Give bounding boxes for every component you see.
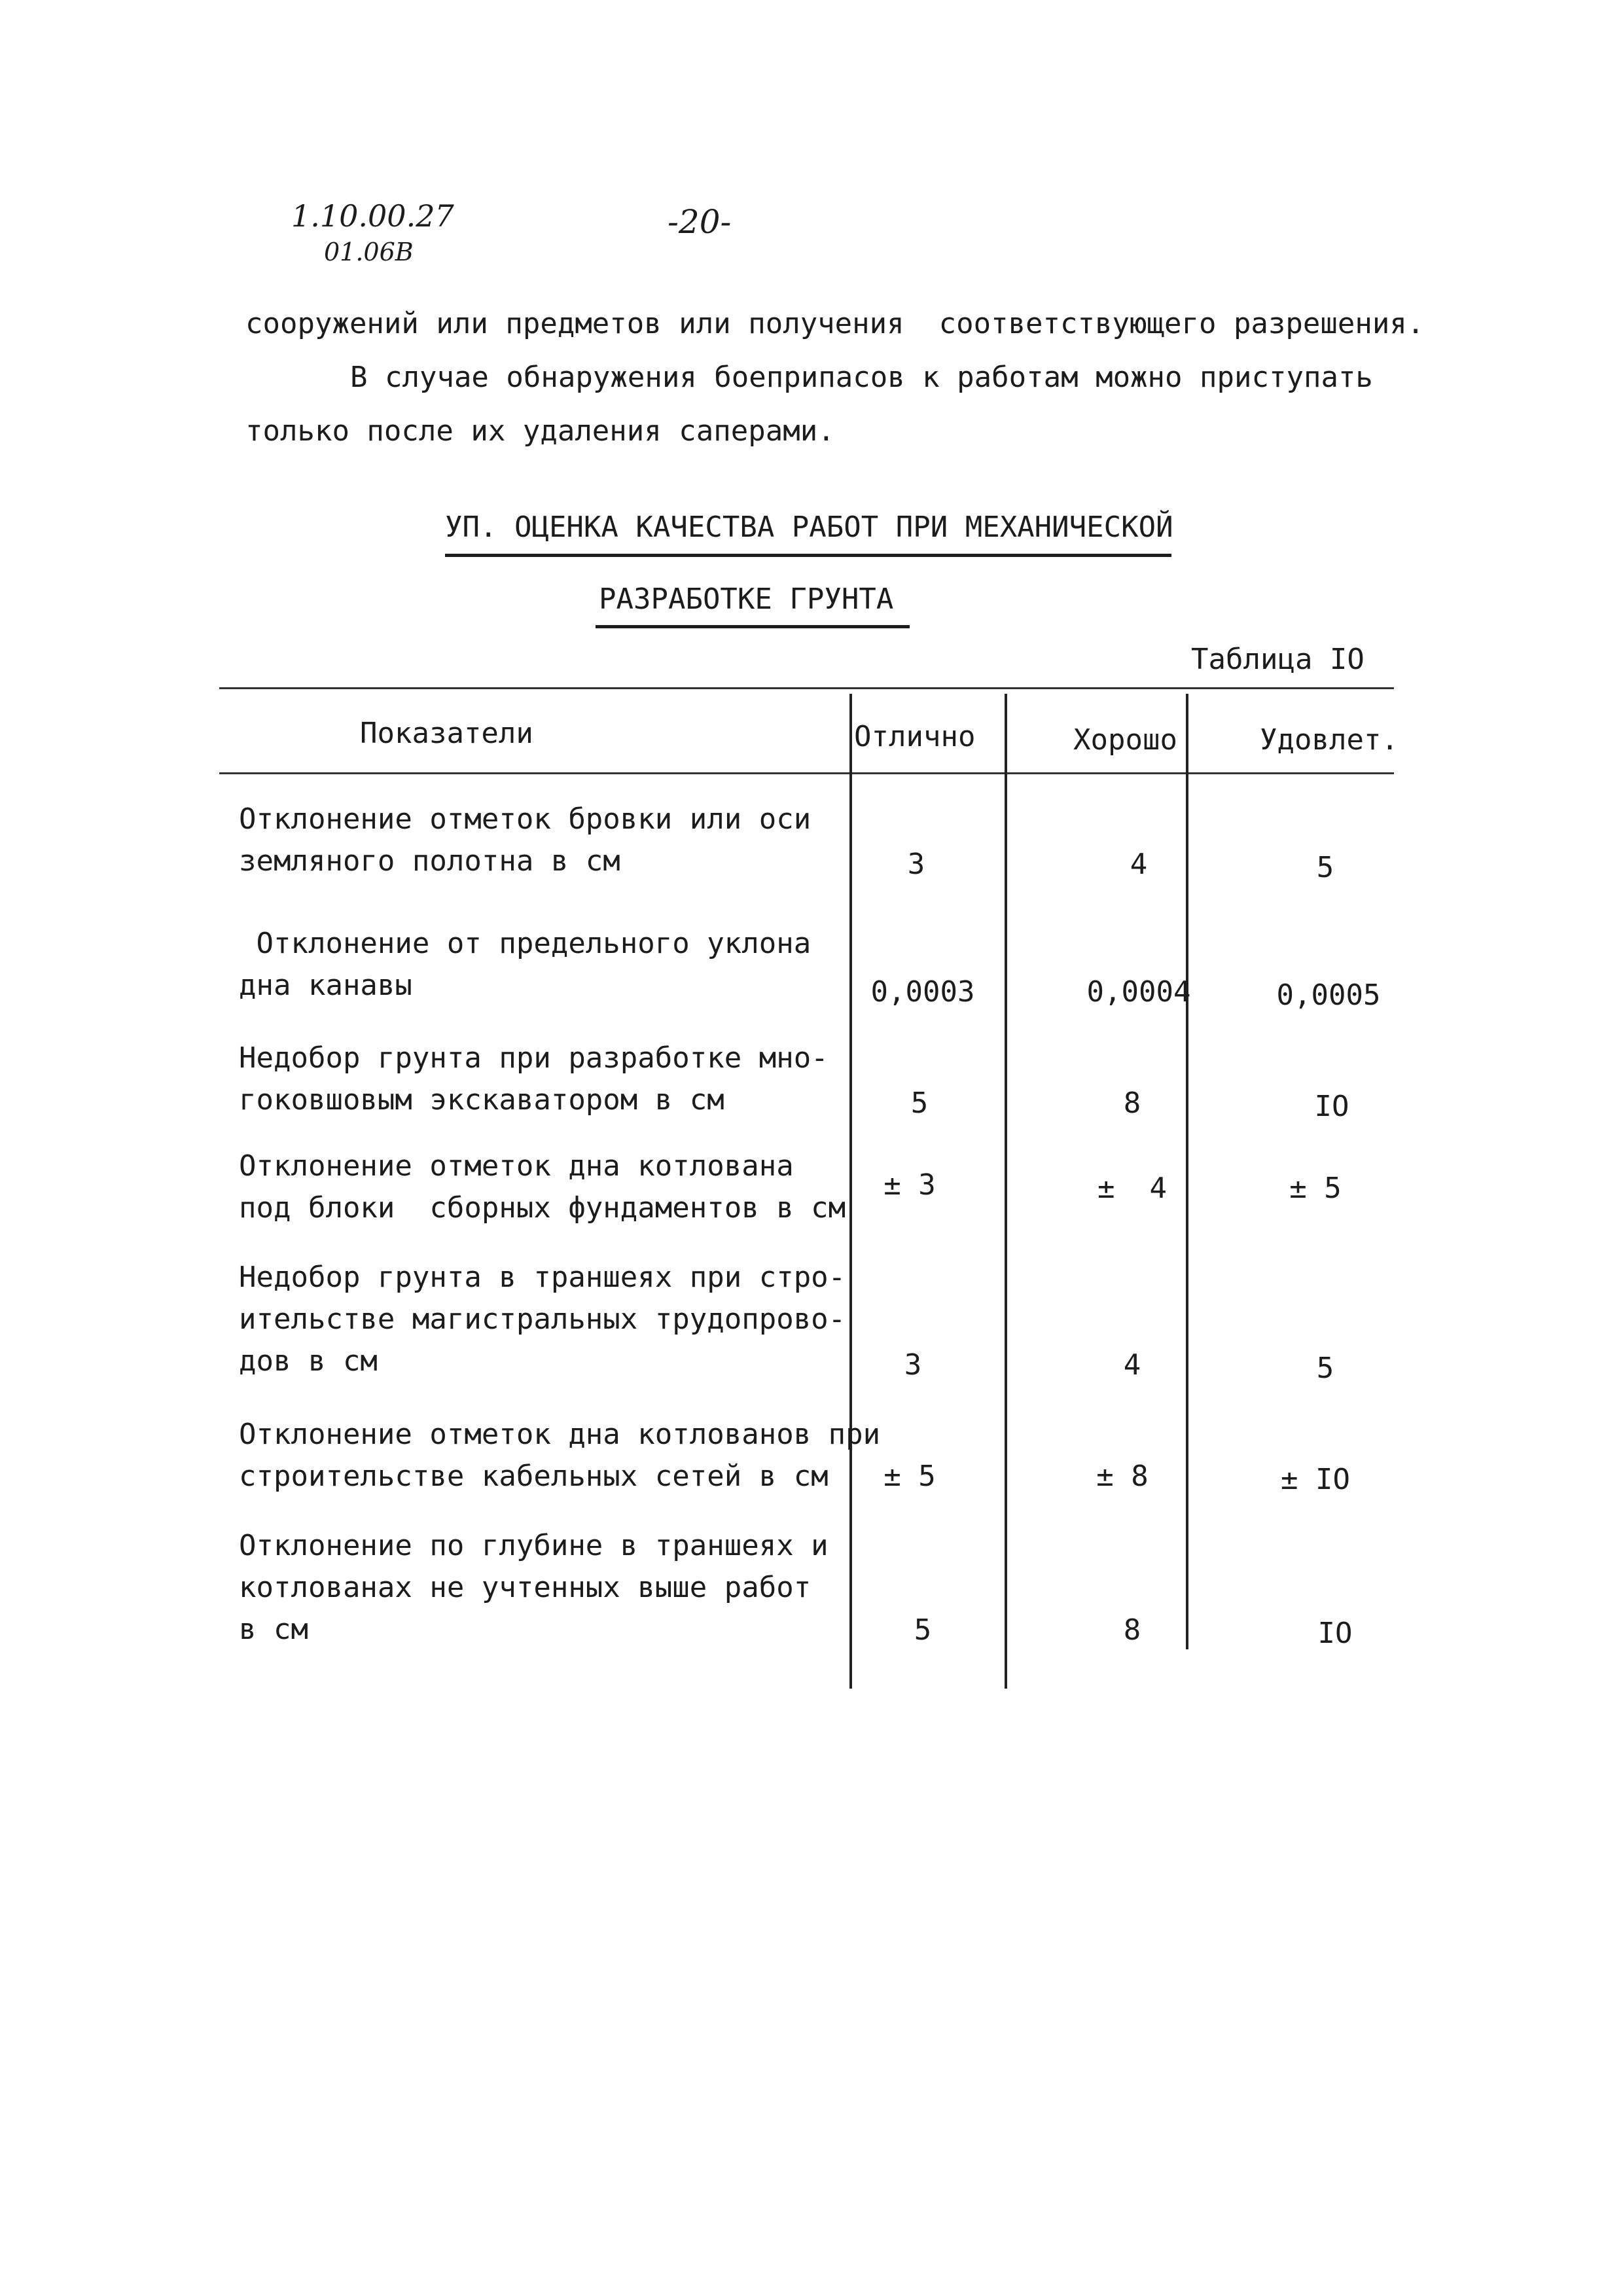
row-2-label: Отклонение от предельного уклона дна канавы (239, 927, 812, 1002)
intro-line-2: В случае обнаружения боеприпасов к работам можно приступать (350, 361, 1373, 394)
table-top-rule (219, 687, 1394, 689)
row-7-good: 8 (1123, 1613, 1141, 1647)
row-3-label: Недобор грунта при разработке мно- гоковшовым экскаватором в см (239, 1041, 829, 1117)
row-6-good: ± 8 (1096, 1460, 1149, 1493)
intro-line-1: сооружений или предметов или получения соответствующего разрешения. (245, 307, 1425, 340)
row-7-excellent: 5 (914, 1613, 932, 1647)
section-title-underline-2 (596, 625, 910, 628)
row-7-label: Отклонение по глубине в траншеях и котлованах не учтенных выше работ в см (239, 1529, 829, 1646)
row-2-good: 0,0004 (1086, 975, 1191, 1009)
row-4-excellent: ± 3 (883, 1168, 936, 1202)
row-4-satisfactory: ± 5 (1289, 1172, 1342, 1205)
row-1-satisfactory: 5 (1316, 851, 1334, 884)
row-6-excellent: ± 5 (883, 1460, 936, 1493)
row-1-excellent: 3 (907, 848, 925, 881)
header-satisfactory: Удовлет. (1260, 723, 1399, 757)
row-5-label: Недобор грунта в траншеях при стро- ительстве магистральных трудопрово- дов в см (239, 1261, 846, 1378)
row-3-good: 8 (1123, 1086, 1141, 1120)
row-4-label: Отклонение отметок дна котлована под блоки сборных фундаментов в см (239, 1149, 846, 1225)
table-header-rule (219, 772, 1394, 774)
row-6-label: Отклонение отметок дна котлованов при строительстве кабельных сетей в см (239, 1418, 881, 1493)
page-number: -20- (668, 203, 732, 241)
section-title-line-2: РАЗРАБОТКЕ ГРУНТА (599, 583, 894, 616)
row-4-good: ± 4 (1097, 1172, 1167, 1205)
row-5-good: 4 (1123, 1348, 1141, 1382)
intro-line-3: только после их удаления саперами. (245, 414, 835, 448)
section-title-underline-1 (445, 554, 1171, 557)
row-5-excellent: 3 (904, 1348, 922, 1382)
header-indicators: Показатели (360, 717, 533, 750)
table-column-divider-2 (1005, 694, 1007, 1689)
header-excellent: Отлично (854, 720, 976, 753)
row-2-excellent: 0,0003 (870, 975, 975, 1009)
document-subcode: 01.06B (324, 238, 414, 266)
row-3-satisfactory: IO (1314, 1090, 1349, 1123)
row-2-satisfactory: 0,0005 (1276, 978, 1381, 1012)
row-1-good: 4 (1130, 848, 1148, 881)
row-1-label: Отклонение отметок бровки или оси земляного полотна в см (239, 802, 812, 878)
document-code: 1.10.00.27 (291, 198, 454, 234)
table-caption: Таблица IO (1191, 643, 1364, 676)
header-good: Хорошо (1073, 723, 1177, 757)
row-3-excellent: 5 (910, 1086, 929, 1120)
row-5-satisfactory: 5 (1316, 1352, 1334, 1385)
section-title-line-1: УП. ОЦЕНКА КАЧЕСТВА РАБОТ ПРИ МЕХАНИЧЕСКОЙ (445, 511, 1173, 544)
row-7-satisfactory: IO (1317, 1617, 1353, 1650)
row-6-satisfactory: ± IO (1281, 1463, 1350, 1496)
